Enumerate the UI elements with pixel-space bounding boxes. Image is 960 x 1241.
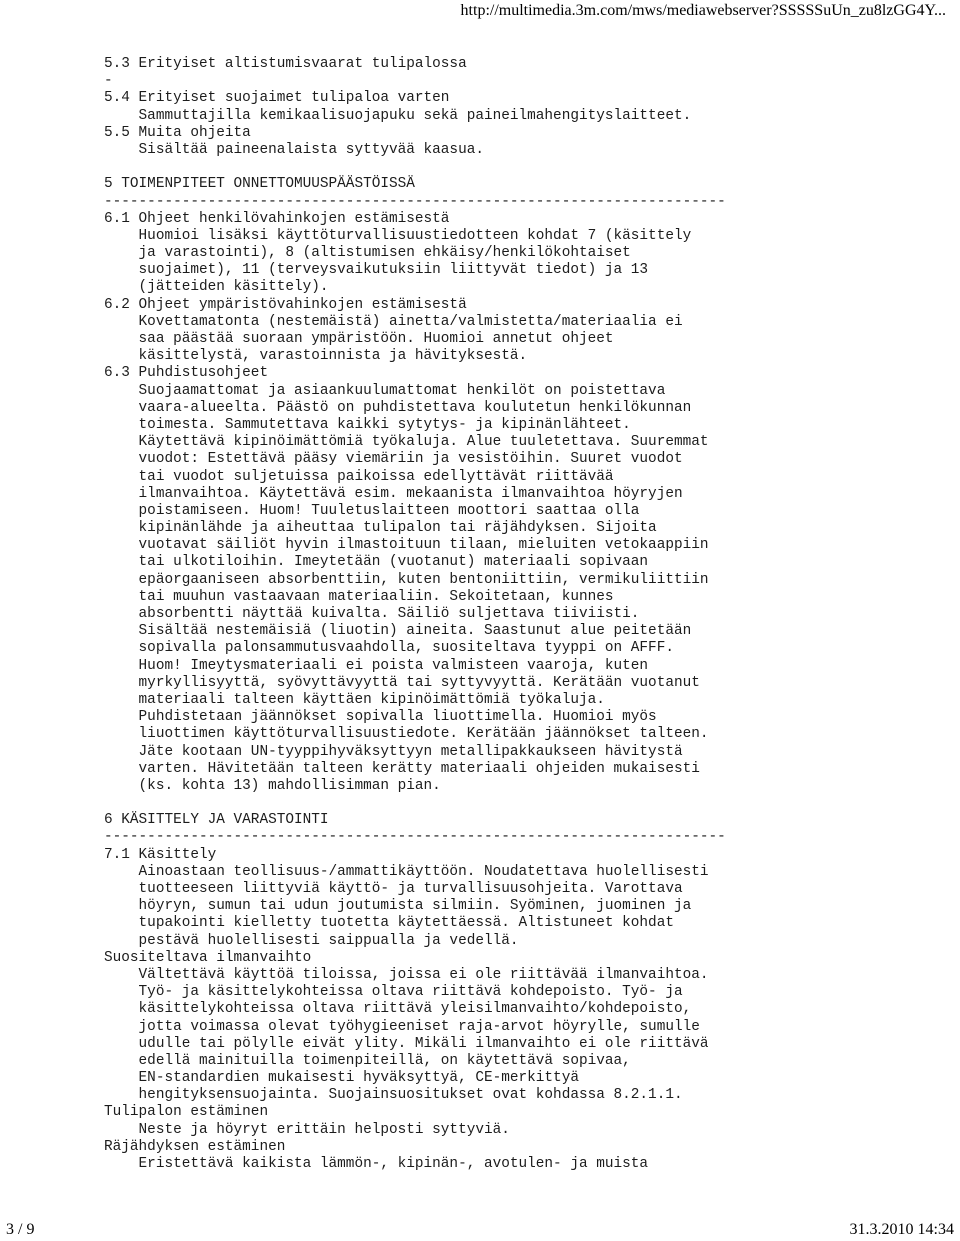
text-line: Puhdistetaan jäännökset sopivalla liuottimella. Huomioi myös bbox=[104, 709, 657, 726]
text-line: Ainoastaan teollisuus-/ammattikäyttöön. Noudatettava huolellisesti bbox=[104, 863, 709, 880]
text-line: epäorgaaniseen absorbenttiin, kuten bentoniittiin, vermikuliittiin bbox=[104, 571, 709, 588]
text-line: Käytettävä kipinöimättömiä työkaluja. Alue tuuletettava. Suuremmat bbox=[104, 434, 709, 451]
text-line: 5.5 Muita ohjeita bbox=[104, 124, 251, 141]
text-line: edellä mainituilla toimenpiteillä, on käytettävä sopivaa, bbox=[104, 1052, 631, 1069]
text-line: höyryn, sumun tai udun joutumista silmiin. Syöminen, juominen ja bbox=[104, 898, 692, 915]
text-line: 5.3 Erityiset altistumisvaarat tulipalossa bbox=[104, 56, 467, 72]
text-line: Sisältää nestemäisiä (liuotin) aineita. Saastunut alue peitetään bbox=[104, 623, 692, 640]
text-line bbox=[104, 159, 944, 176]
text-line: käsittelykohteissa oltava riittävä yleisilmanvaihto/kohdepoisto, bbox=[104, 1001, 692, 1018]
text-line: Tulipalon estäminen bbox=[104, 1104, 269, 1121]
text-line: poistamiseen. Huom! Tuuletuslaitteen moottori saattaa olla bbox=[104, 502, 640, 519]
text-line: kipinänlähde ja aiheuttaa tulipalon tai räjähdyksen. Sijoita bbox=[104, 520, 657, 537]
text-line: pestävä huolellisesti saippualla ja vedellä. bbox=[104, 932, 519, 949]
text-line: materiaali talteen käyttäen kipinöimättömiä työkaluja. bbox=[104, 691, 605, 708]
text-line: tai ulkotiloihin. Imeytetään (vuotanut) materiaali sopivaan bbox=[104, 554, 649, 571]
text-line: 6.1 Ohjeet henkilövahinkojen estämisestä bbox=[104, 210, 450, 227]
text-line: EN-standardien mukaisesti hyväksyttyä, CE-merkittyä bbox=[104, 1070, 579, 1087]
text-line: Neste ja höyryt erittäin helposti syttyviä. bbox=[104, 1121, 510, 1138]
text-line: liuottimen käyttöturvallisuustiedote. Kerätään jäännökset talteen. bbox=[104, 726, 709, 743]
text-line: varten. Hävitetään talteen kerätty materiaali ohjeiden mukaisesti bbox=[104, 760, 700, 777]
text-line: tuotteeseen liittyviä käyttö- ja turvallisuusohjeita. Varottava bbox=[104, 881, 683, 897]
text-line: 6.2 Ohjeet ympäristövahinkojen estämisestä bbox=[104, 296, 467, 313]
header-url: http://multimedia.3m.com/mws/mediawebserver?SSSSSuUn_zu8lzGG4Y... bbox=[460, 2, 946, 19]
text-line: udulle tai pölylle eivät ylity. Mikäli ilmanvaihto ei ole riittävä bbox=[104, 1035, 709, 1052]
text-line: Suositeltava ilmanvaihto bbox=[104, 949, 312, 966]
text-line: absorbentti näyttää kuivalta. Säiliö suljettava tiiviisti. bbox=[104, 606, 640, 622]
text-line: 5.4 Erityiset suojaimet tulipaloa varten bbox=[104, 90, 450, 107]
text-line: Jäte kootaan UN-tyyppihyväksyttyyn metallipakkaukseen hävitystä bbox=[104, 743, 683, 760]
text-line: 5 TOIMENPITEET ONNETTOMUUSPÄÄSTÖISSÄ bbox=[104, 176, 415, 193]
text-line: vaara-alueelta. Päästö on puhdistettava koulutetun henkilökunnan bbox=[104, 399, 692, 416]
text-line: suojaimet), 11 (terveysvaikutuksiin liittyvät tiedot) ja 13 bbox=[104, 262, 649, 279]
text-line: 6.3 Puhdistusohjeet bbox=[104, 365, 269, 382]
text-line: - bbox=[104, 73, 113, 90]
page-number: 3 / 9 bbox=[6, 1221, 35, 1238]
text-line: ------------------------------------------------------------------------ bbox=[104, 829, 726, 846]
text-line: tupakointi kielletty tuotetta käytettäessä. Altistuneet kohdat bbox=[104, 915, 674, 932]
text-line: Vältettävä käyttöä tiloissa, joissa ei ole riittävää ilmanvaihtoa. bbox=[104, 966, 709, 983]
text-line: tai muuhun vastaavaan materiaaliin. Sekoitetaan, kunnes bbox=[104, 588, 614, 605]
text-line: ja varastointi), 8 (altistumisen ehkäisy/henkilökohtaiset bbox=[104, 245, 631, 262]
text-line: jotta voimassa olevat työhygieeniset raja-arvot höyrylle, sumulle bbox=[104, 1018, 700, 1035]
text-line: 6 KÄSITTELY JA VARASTOINTI bbox=[104, 812, 329, 829]
text-line: Huom! Imeytysmateriaali ei poista valmisteen vaaroja, kuten bbox=[104, 657, 649, 674]
text-line: sopivalla palonsammutusvaahdolla, suositeltava tyyppi on AFFF. bbox=[104, 640, 674, 657]
print-datetime: 31.3.2010 14:34 bbox=[849, 1221, 954, 1238]
text-line: myrkyllisyyttä, syövyttävyyttä tai syttyvyyttä. Kerätään vuotanut bbox=[104, 674, 700, 691]
text-line: saa päästää suoraan ympäristöön. Huomioi annetut ohjeet bbox=[104, 331, 614, 347]
text-line: ilmanvaihtoa. Käytettävä esim. mekaanista ilmanvaihtoa höyryjen bbox=[104, 485, 683, 502]
text-line: Eristettävä kaikista lämmön-, kipinän-, avotulen- ja muista bbox=[104, 1156, 649, 1172]
text-line bbox=[104, 795, 944, 812]
text-line: Sammuttajilla kemikaalisuojapuku sekä paineilmahengityslaitteet. bbox=[104, 107, 692, 124]
text-line: Huomioi lisäksi käyttöturvallisuustiedotteen kohdat 7 (käsittely bbox=[104, 227, 692, 244]
text-line: Työ- ja käsittelykohteissa oltava riittävä kohdepoisto. Työ- ja bbox=[104, 984, 683, 1001]
text-line: Räjähdyksen estäminen bbox=[104, 1138, 286, 1155]
text-line: 7.1 Käsittely bbox=[104, 846, 217, 863]
text-line: vuotavat säiliöt hyvin ilmastoituun tilaan, mieluiten vetokaappiin bbox=[104, 537, 709, 554]
text-line: ------------------------------------------------------------------------ bbox=[104, 193, 726, 210]
text-line: Sisältää paineenalaista syttyvää kaasua. bbox=[104, 141, 484, 158]
text-line: vuodot: Estettävä pääsy viemäriin ja vesistöihin. Suuret vuodot bbox=[104, 451, 683, 468]
text-line: hengityksensuojainta. Suojainsuositukset ovat kohdassa 8.2.1.1. bbox=[104, 1087, 683, 1104]
text-line: (jätteiden käsittely). bbox=[104, 279, 329, 296]
text-line: käsittelystä, varastoinnista ja hävityksestä. bbox=[104, 348, 528, 365]
text-line: Kovettamatonta (nestemäistä) ainetta/valmistetta/materiaalia ei bbox=[104, 313, 683, 330]
document-body bbox=[104, 56, 944, 1173]
text-line: toimesta. Sammutettava kaikki sytytys- ja kipinänlähteet. bbox=[104, 416, 631, 433]
text-line: Suojaamattomat ja asiaankuulumattomat henkilöt on poistettava bbox=[104, 382, 666, 399]
text-line: (ks. kohta 13) mahdollisimman pian. bbox=[104, 777, 441, 794]
text-line: tai vuodot suljetuissa paikoissa edellyttävät riittävää bbox=[104, 468, 614, 485]
